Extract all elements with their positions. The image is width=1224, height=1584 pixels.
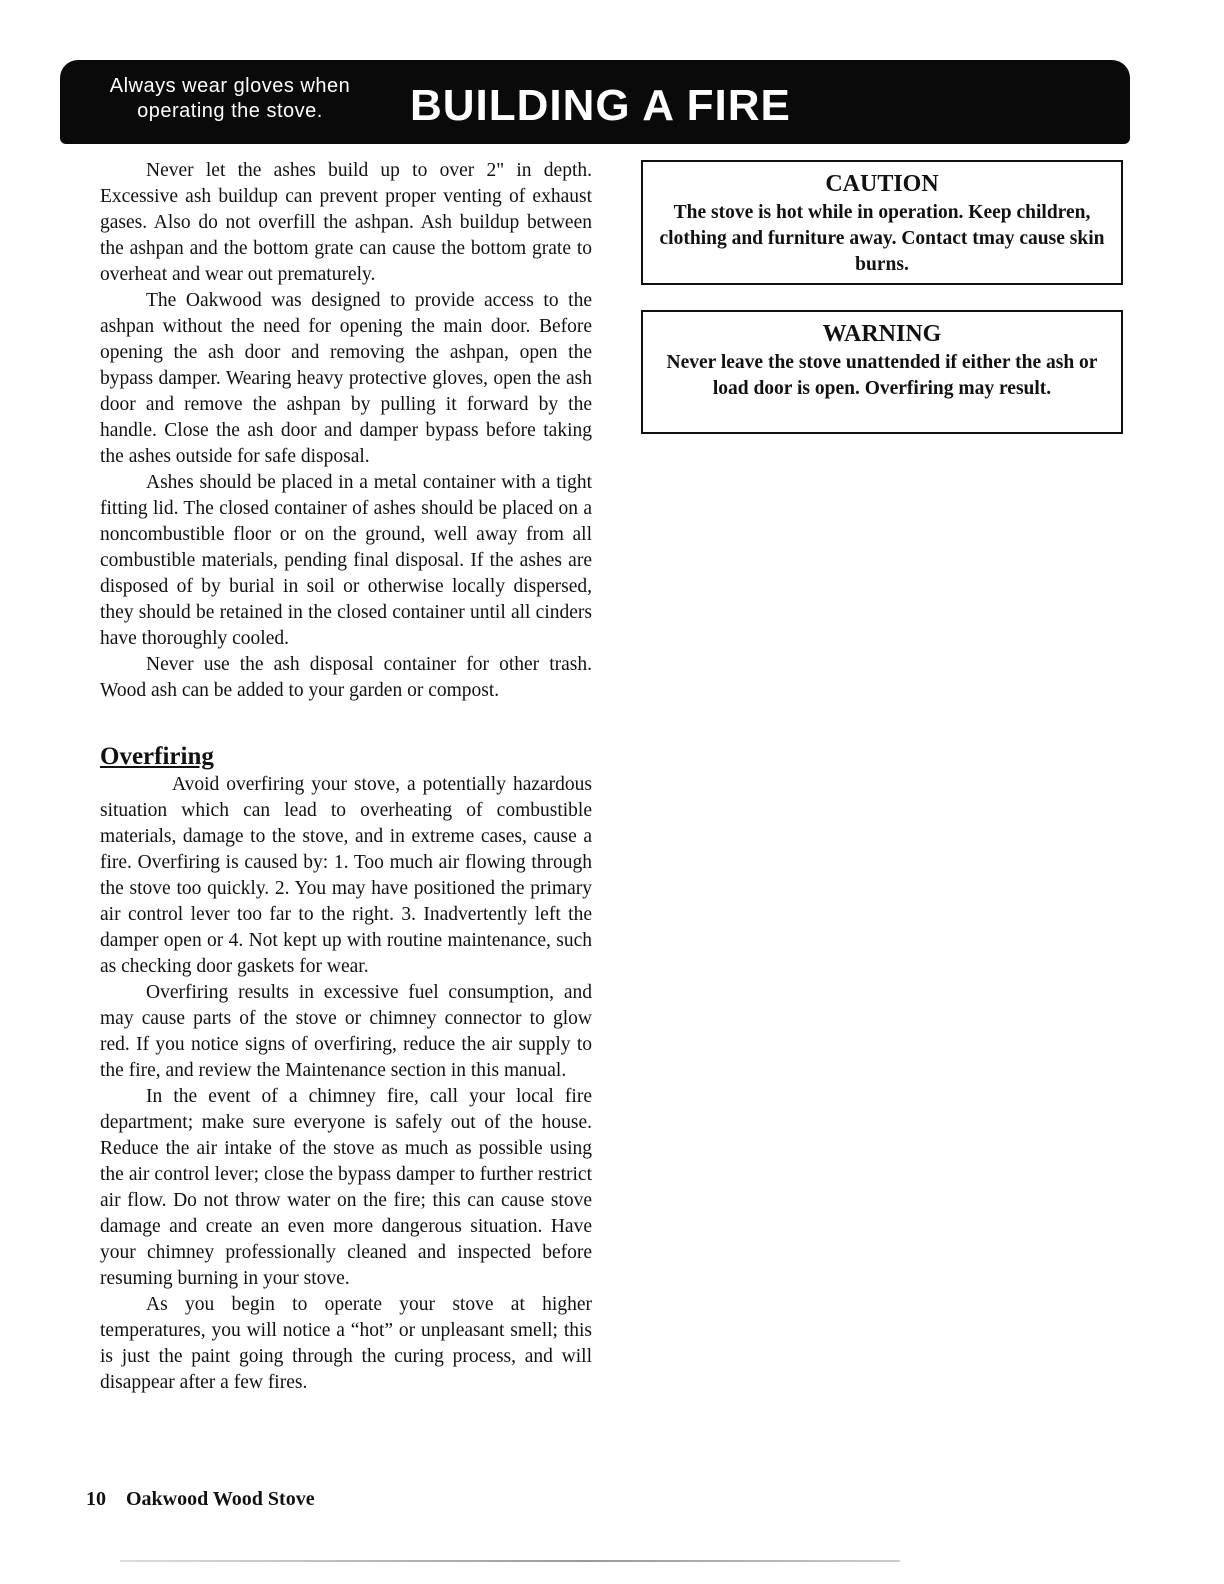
- page-footer: [86, 1488, 315, 1511]
- caution-title: CAUTION: [825, 171, 939, 197]
- warning-box: [641, 310, 1123, 434]
- ash-section: [100, 158, 592, 704]
- caution-text: The stove is hot while in operation. Keep children, clothing and furniture away. Contact tmay cause skin burns.: [659, 202, 1105, 275]
- paragraph: In the event of a chimney fire, call your local fire department; make sure everyone is safely out of the house. Reduce the air intake of the stove as much as possible using the air control lever; close the bypass damper to further restrict air flow. Do not throw water on the fire; this can cause stove damage and create an even more dangerous situation. Have your chimney professionally cleaned and inspected before resuming burning in your stove.: [100, 1086, 592, 1289]
- page-number: 10: [86, 1488, 106, 1510]
- warning-text: Never leave the stove unattended if either the ash or load door is open. Overfiring may result.: [666, 352, 1098, 399]
- paragraph: As you begin to operate your stove at higher temperatures, you will notice a “hot” or unpleasant smell; this is just the paint going through the curing process, and will disappear after a few fires.: [100, 1294, 592, 1393]
- glove-reminder: [90, 74, 370, 124]
- glove-reminder-line-2: operating the stove.: [137, 100, 323, 122]
- paragraph: The Oakwood was designed to provide access to the ashpan without the need for opening the main door. Before opening the ash door and removing the ashpan, open the bypass damper. Wearing heavy protective gloves, open the ash door and remove the ashpan by pulling it forward by the handle. Close the ash door and damper bypass before taking the ashes outside for safe disposal.: [100, 290, 592, 467]
- paragraph: Ashes should be placed in a metal container with a tight fitting lid. The closed container of ashes should be placed on a noncombustible floor or on the ground, well away from all combustible materials, pending final disposal. If the ashes are disposed of by burial in soil or otherwise locally dispersed, they should be retained in the closed container until all cinders have thoroughly cooled.: [100, 472, 592, 649]
- glove-reminder-line-1: Always wear gloves when: [109, 75, 351, 97]
- section-heading-overfiring: Overfiring: [100, 743, 214, 770]
- warning-title: WARNING: [822, 321, 942, 347]
- page-title: BUILDING A FIRE: [410, 81, 791, 130]
- manual-title: Oakwood Wood Stove: [126, 1488, 315, 1510]
- paragraph: Overfiring results in excessive fuel consumption, and may cause parts of the stove or chimney connector to glow red. If you notice signs of overfiring, reduce the air supply to the fire, and review the Maintenance section in this manual.: [100, 982, 592, 1081]
- overfiring-section: [100, 742, 592, 1396]
- caution-box: [641, 160, 1123, 285]
- bottom-rule: [120, 1560, 900, 1562]
- main-column: [100, 158, 592, 1396]
- paragraph: Never use the ash disposal container for other trash. Wood ash can be added to your garden or compost.: [100, 654, 592, 701]
- paragraph: Avoid overfiring your stove, a potentially hazardous situation which can lead to overheating of combustible materials, damage to the stove, and in extreme cases, cause a fire. Overfiring is caused by: 1. Too much air flowing through the stove too quickly. 2. You may have positioned the primary air control lever too far to the right. 3. Inadvertently left the damper open or 4. Not kept up with routine maintenance, such as checking door gaskets for wear.: [100, 774, 592, 977]
- paragraph: Never let the ashes build up to over 2" in depth. Excessive ash buildup can prevent proper venting of exhaust gases. Also do not overfill the ashpan. Ash buildup between the ashpan and the bottom grate can cause the bottom grate to overheat and wear out prematurely.: [100, 160, 592, 285]
